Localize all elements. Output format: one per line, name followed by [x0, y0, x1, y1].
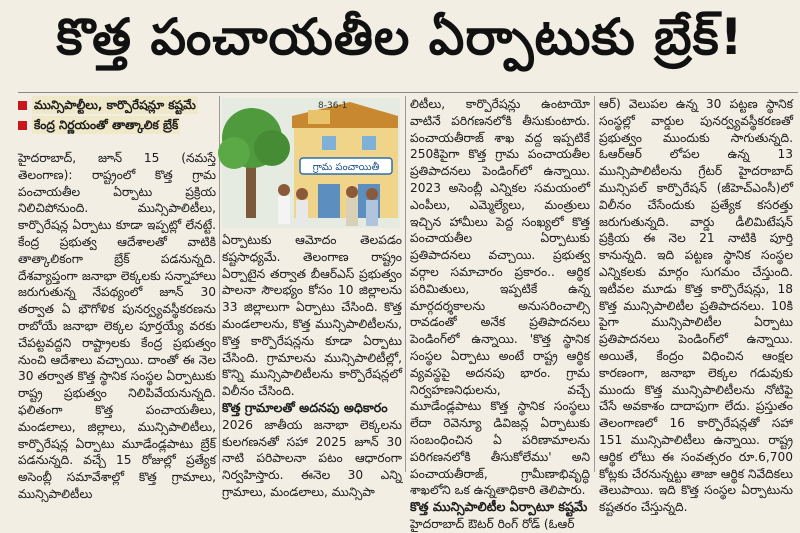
article-column-2 — [222, 232, 402, 499]
red-square-icon — [18, 101, 27, 110]
bullet-text: మున్సిపాల్టీలు, కార్పొరేషన్లూ కష్టమే — [34, 98, 196, 112]
column-divider — [594, 96, 595, 472]
door-number-text: 8-36-1 — [318, 101, 348, 111]
column-2-bottom-text: 2026 జాతీయ జనాభా లెక్కలను కులగణనతో సహా 2025 జూన్ 30 నాటి పరిపాలనా పటం ఆధారంగా నిర్వహిస్తారు. ఈనెల 30 ఎన్ని గ్రామాలు, మండలాలు, మున్సిపా — [222, 417, 402, 499]
bullet-text: కేంద్ర నిర్ణయంతో తాత్కాలిక బ్రేక్ — [34, 118, 179, 132]
article-column-3 — [410, 96, 590, 531]
column-2-subhead: కొత్త గ్రామాలతో అదనపు అధికారం — [222, 399, 388, 415]
subheadline-bullets — [18, 96, 216, 136]
column-divider — [405, 96, 406, 472]
column-2-top-text: ఏర్పాటుకు ఆమోదం తెలపడం కష్టసాధ్యమే. తెలంగాణ రాష్ట్రం ఏర్పాటైన తర్వాత బీఆర్ఎస్ ప్రభుత్వం పాలనా సౌలభ్యం కోసం 10 జిల్లాలను 33 జిల్లాలుగా ఏర్పాటు చేసింది. కొత్త మండలాలను, కొత్త మున్సిపాలిటీలను, కొత్త కార్పొరేషన్లను కూడా ఏర్పాటు చేసింది. గ్రామాలను మున్సిపాలిటీల్లో, కొన్ని మున్సిపాలిటీలను కార్పొరేషన్లలో విలీనం చేసింది. — [222, 233, 402, 399]
column-3-bottom-text: హైదరాబాద్ ఔటర్ రింగ్ రోడ్ (ఓఆర్ — [410, 516, 575, 531]
red-square-icon — [18, 121, 27, 130]
article-column-4 — [599, 96, 794, 515]
article-column-1 — [18, 150, 216, 501]
headline-rule — [18, 92, 798, 93]
column-3-subhead: కొత్త మున్సిపాలిటీల ఏర్పాటూ కష్టమే — [410, 499, 588, 515]
column-4-text: ఆర్) వెలుపల ఉన్న 30 పట్టణ స్థానిక సంస్థల్లో వార్డుల పునర్వ్యవస్థీకరణతో ప్రభుత్వం ముందుకు సాగుతున్నది. ఓఆర్ఆర్ లోపల ఉన్న 13 మున్సిపాలిటీలను గ్రేటర్ హైదరాబాద్ మున్సిపల్ కార్పొరేషన్ (జీహెచ్ఎంసీ)లో విలీనం చేసేందుకు ప్రత్యేక కసరత్తు జరుగుతున్నది. వార్డు డీలిమిటేషన్ ప్రక్రియ ఈ నెల 21 నాటికి పూర్తి కానున్నది. ఇది పట్టణ స్థానిక సంస్థల ఎన్నికలకు మార్గం సుగమం చేస్తుంది. ఇటీవల మూడు కొత్త కార్పొరేషన్లు, 18 కొత్త మున్సిపాలిటీల ప్రతిపాదనలు. 10కి పైగా మున్సిపాలిటీల ఏర్పాటు ప్రతిపాదనలు పెండింగ్‌లో ఉన్నాయి. అయితే, కేంద్రం విధించిన ఆంక్షల కారణంగా, జనాభా లెక్కల గడువుకు ముందు కొత్త మున్సిపాలిటీలను నోటిఫై చేసే అవకాశం దాదాపుగా లేదు. ప్రస్తుతం తెలంగాణలో 16 కార్పొరేషన్లతో సహా 151 మున్సిపాలిటీలు ఉన్నాయి. రాష్ట్ర ఆర్థిక లోటు ఈ సంవత్సరం రూ.6,700 కోట్లకు చేరనున్నట్టు తాజా ఆర్థిక నివేదికలు తెలుపాయి. ఇది కొత్త సంస్థల ఏర్పాటును కష్టతరం చేస్తున్నది. — [599, 97, 794, 515]
panchayat-sign-text: గ్రామ పంచాయితీ — [312, 162, 380, 173]
panchayat-illustration — [222, 98, 400, 228]
panchayat-building-image — [222, 98, 400, 228]
bullet-item — [18, 96, 216, 114]
column-1-text: హైదరాబాద్, జూన్ 15 (నమస్తే తెలంగాణ): రాష్ట్రంలో కొత్త గ్రామ పంచాయతీల ఏర్పాటు ప్రక్రియ నిలిచిపోనుంది. మున్సిపాలిటీలు, కార్పొరేషన్ల ఏర్పాటు కూడా ఇప్పట్లో లేనట్టే. కేంద్ర ప్రభుత్వ ఆదేశాలతో వాటికి తాత్కాలికంగా బ్రేక్ పడనున్నది. దేశవ్యాప్తంగా జనాభా లెక్కలకు సన్నాహాలు జరుగుతున్న నేపథ్యంలో జూన్ 30 తర్వాత ఏ భౌగోళిక పునర్వ్యవస్థీకరణను రాబోయే జనాభా లెక్కల పూర్తయ్యే వరకు చేపట్టవద్దని రాష్ట్రాలకు కేంద్ర ప్రభుత్వం నుంచి ఆదేశాలు వచ్చాయి. దాంతో ఈ నెల 30 తర్వాత కొత్త స్థానిక సంస్థల ఏర్పాటుకు రాష్ట్ర ప్రభుత్వం నిలిపివేయనున్నది. ఫలితంగా కొత్త పంచాయతీలు, మండలాలు, జిల్లాలు, మున్సిపాలిటీలు, కార్పొరేషన్ల ఏర్పాటు మూడేండ్లపాటు బ్రేక్ పడనున్నది. వచ్చే 15 రోజుల్లో ప్రత్యేక అసెంబ్లీ సమావేశాల్లో కొత్త గ్రామాలు, మున్సిపాలిటీలు — [18, 151, 216, 501]
bullet-item — [18, 116, 216, 134]
column-3-top-text: లిటీలు, కార్పొరేషన్లు ఉంటాయో వాటినే పరిగణనలోకి తీసుకుంటారు. పంచాయతీరాజ్ శాఖ వద్ద ఇప్పటికే 250కిపైగా కొత్త గ్రామ పంచాయతీల ప్రతిపాదనలు పెండింగ్‌లో ఉన్నాయి. 2023 అసెంబ్లీ ఎన్నికల సమయంలో ఎంపీలు, ఎమ్మెల్యేలు, మంత్రులు ఇచ్చిన హామీలు పెద్ద సంఖ్యలో కొత్త పంచాయతీల ఏర్పాటుకు ప్రతిపాదనలు వచ్చాయి. ప్రభుత్వ వర్గాల సమాచారం ప్రకారం.. ఆర్థిక పరిమితులు, ఇప్పటికే ఉన్న మార్గదర్శకాలను అనుసరించాల్సి రావడంతో అనేక ప్రతిపాదనలు పెండింగ్‌లో ఉన్నాయి. 'కొత్త స్థానిక సంస్థల ఏర్పాటు అంటే రాష్ట్ర ఆర్థిక వ్యవస్థపై అదనపు భారం. గ్రామ నిర్వహణనిధులను, వచ్చే మూడేండ్లపాటు కొత్త స్థానిక సంస్థలు లేదా రెవెన్యూ డివిజన్ల ఏర్పాటుకు సంబంధించిన ఏ పరిణామాలను పరిగణనలోకి తీసుకోలేము' అని పంచాయతీరాజ్, గ్రామీణాభివృద్ధి శాఖలోని ఒక ఉన్నతాధికారి తెలిపారు. — [410, 97, 590, 498]
headline: కొత్త పంచాయతీల ఏర్పాటుకు బ్రేక్! — [56, 7, 744, 66]
